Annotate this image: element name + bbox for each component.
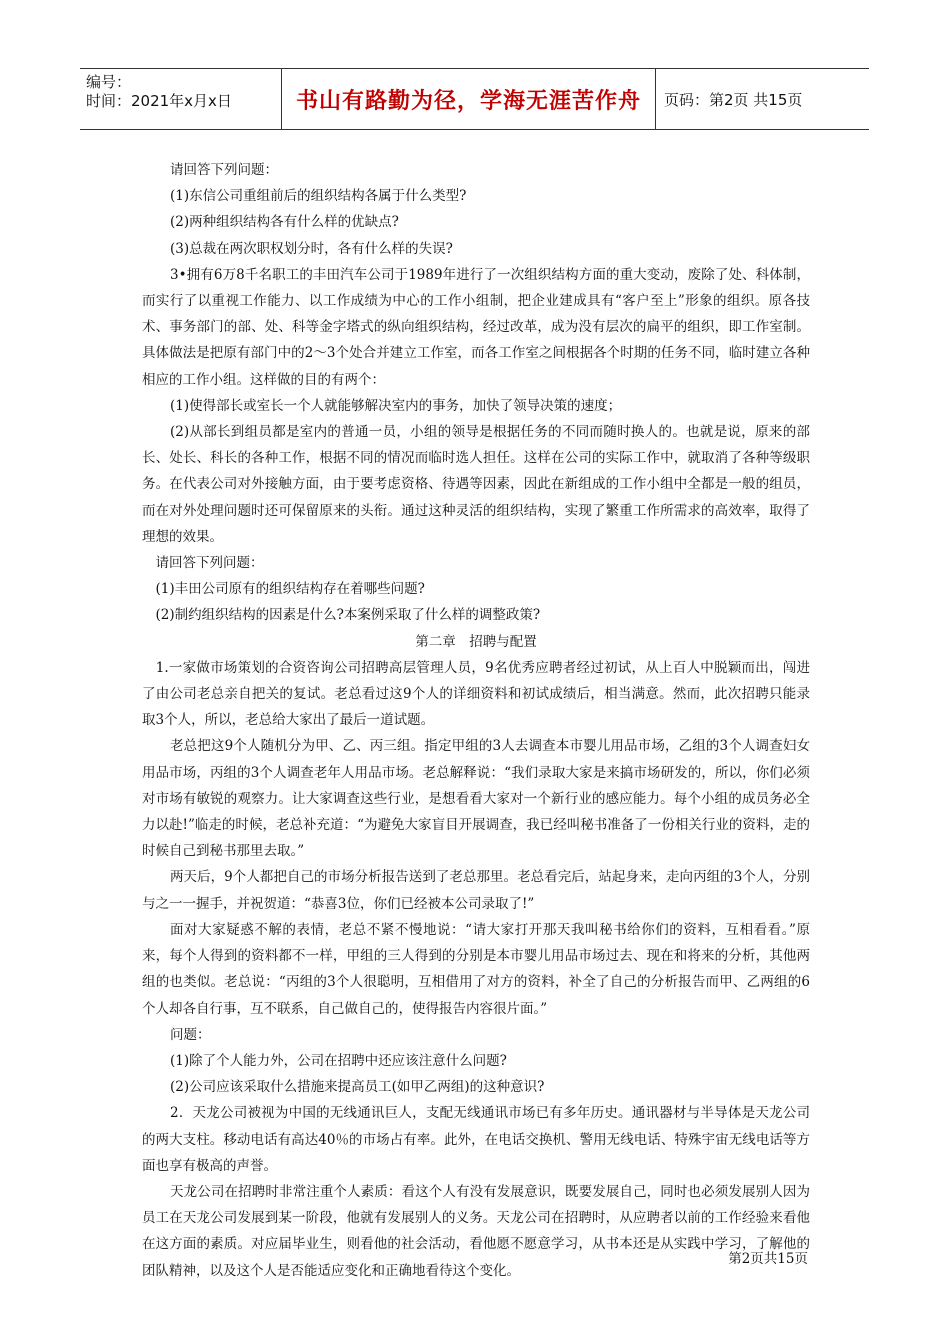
paragraph: (1)使得部长或室长一个人就能够解决室内的事务，加快了领导决策的速度； [170, 397, 622, 414]
header-page-label: 页码：第2页 共15页 [664, 90, 803, 109]
paragraph: (2)制约组织结构的因素是什么?本案例采取了什么样的调整政策? [142, 607, 541, 624]
header-motto: 书山有路勤为径，学海无涯苦作舟 [282, 69, 656, 129]
paragraph: 请回答下列问题： [142, 555, 264, 572]
paragraph: 天龙公司在招聘时非常注重个人素质：看这个人有没有发展意识，既要发展自己，同时也必须发展别人因为员工在天龙公司发展到某一阶段，他就有发展别人的义务。天龙公司在招聘时，从应聘者以前的工作经验来看他在这方面的素质。对应届毕业生，则看他的社会活动，看他愿不愿意学习，从书本还是从实践中学习，了解他的团队精神，以及这个人是否能适应变化和正确地看待这个变化。 [142, 1183, 810, 1279]
header-meta [80, 69, 282, 129]
paragraph: (2)两种组织结构各有什么样的优缺点? [170, 214, 399, 231]
paragraph: (2)从部长到组员都是室内的普通一员，小组的领导是根据任务的不同而随时换人的。也就是说，原来的部长、处长、科长的各种工作，根据不同的情况而临时选人担任。这样在公司的实际工作中，就取消了各种等级职务。在代表公司对外接触方面，由于要考虑资格、待遇等因素，因此在新组成的工作小组中全都是一般的组员，而在对外处理问题时还可保留原来的头衔。通过这种灵活的组织结构，实现了繁重工作所需求的高效率，取得了理想的效果。 [142, 424, 810, 545]
paragraph: 两天后，9个人都把自己的市场分析报告送到了老总那里。老总看完后，站起身来，走向丙组的3个人，分别与之一一握手，并祝贺道：“恭喜3位，你们已经被本公司录取了!” [142, 869, 810, 912]
page-footer: 第2页共15页 [728, 1251, 808, 1267]
document-body [142, 157, 810, 1284]
paragraph: (3)总裁在两次职权划分时，各有什么样的失误? [170, 240, 453, 257]
paragraph: 2．天龙公司被视为中国的无线通讯巨人，支配无线通讯市场已有多年历史。通讯器材与半导体是天龙公司的两大支柱。移动电话有高达40％的市场占有率。此外，在电话交换机、警用无线电话、特殊宇宙无线电话等方面也享有极高的声誉。 [142, 1105, 810, 1174]
paragraph: (1)东信公司重组前后的组织结构各属于什么类型? [170, 188, 467, 205]
chapter-heading: 第二章 招聘与配置 [415, 633, 537, 650]
paragraph: 3•拥有6万8千名职工的丰田汽车公司于1989年进行了一次组织结构方面的重大变动，废除了处、科体制，而实行了以重视工作能力、以工作成绩为中心的工作小组制，把企业建成具有“客户至上”形象的组织。原各技术、事务部门的部、处、科等金字塔式的纵向组织结构，经过改革，成为没有层次的扁平的组织，即工作室制。具体做法是把原有部门中的2～3个处合并建立工作室，而各工作室之间根据各个时期的任务不同，临时建立各种相应的工作小组。这样做的目的有两个： [142, 266, 810, 388]
paragraph: (2)公司应该采取什么措施来提高员工(如甲乙两组)的这种意识? [170, 1079, 545, 1096]
number-label: 编号： [86, 73, 132, 91]
paragraph: (1)除了个人能力外，公司在招聘中还应该注意什么问题? [170, 1052, 507, 1069]
paragraph: 请回答下列问题： [170, 162, 278, 178]
paragraph: 老总把这9个人随机分为甲、乙、丙三组。指定甲组的3人去调查本市婴儿用品市场，乙组的3个人调查妇女用品市场，丙组的3个人调查老年人用品市场。老总解释说：“我们录取大家是来搞市场研发的，所以，你们必须对市场有敏锐的观察力。让大家调查这些行业，是想看看大家对一个新行业的感应能力。每个小组的成员务必全力以赴!”临走的时候，老总补充道：“为避免大家盲目开展调查，我已经叫秘书准备了一份相关行业的资料，走的时候自己到秘书那里去取。” [142, 738, 810, 860]
paragraph: 问题： [170, 1026, 211, 1043]
paragraph: 面对大家疑惑不解的表情，老总不紧不慢地说：“请大家打开那天我叫秘书给你们的资料，互相看看。”原来，每个人得到的资料都不一样，甲组的三人得到的分别是本市婴儿用品市场过去、现在和将来的分析，其他两组的也类似。老总说：“丙组的3个人很聪明，互相借用了对方的资料，补全了自己的分析报告而甲、乙两组的6个人却各自行事，互不联系，自己做自己的，使得报告内容很片面。” [142, 921, 810, 1017]
paragraph: (1)丰田公司原有的组织结构存在着哪些问题? [142, 581, 425, 598]
page-header [80, 68, 869, 130]
paragraph: 1.一家做市场策划的合资咨询公司招聘高层管理人员，9名优秀应聘者经过初试，从上百人中脱颖而出，闯进了由公司老总亲自把关的复试。老总看过这9个人的详细资料和初试成绩后，相当满意。然而，此次招聘只能录取3个人，所以，老总给大家出了最后一道试题。 [142, 659, 810, 729]
time-label: 时间：2021年x月x日 [86, 92, 232, 110]
